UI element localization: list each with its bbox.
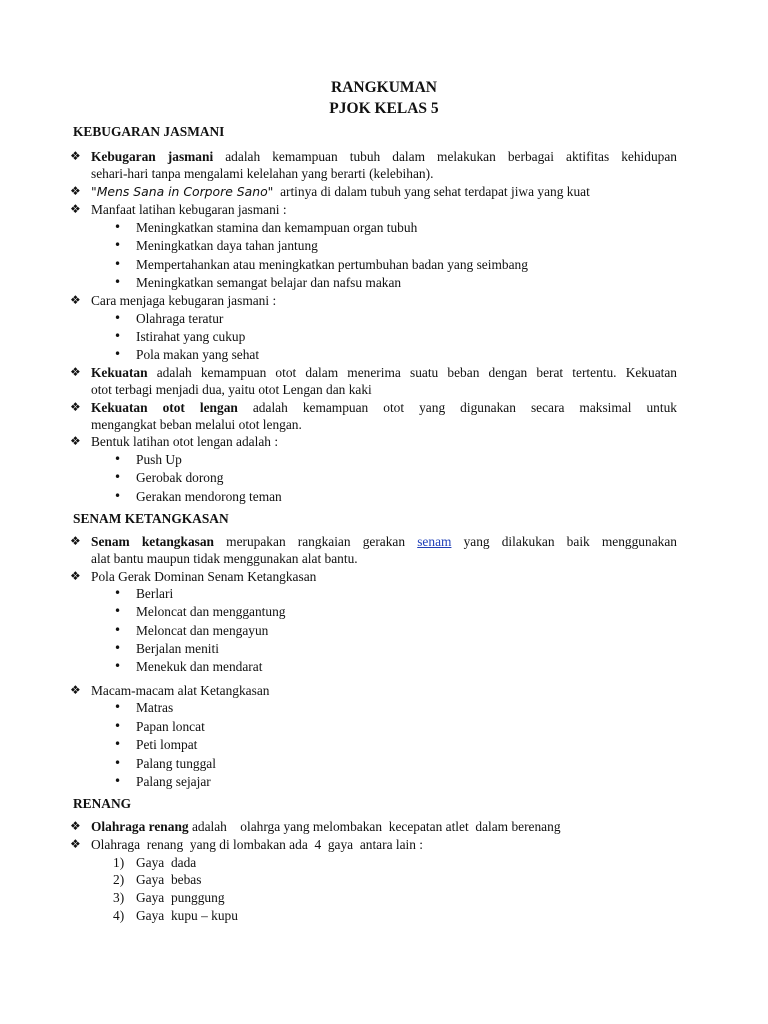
diamond-bullet-icon: ❖: [70, 683, 81, 697]
text-span: merupakan rangkaian gerakan: [226, 534, 406, 549]
bold-term: Kekuatan: [91, 365, 148, 380]
list-item: Meloncat dan mengayun: [136, 623, 269, 638]
bullet-icon: •: [114, 586, 122, 600]
list-item: Menekuk dan mendarat: [136, 659, 263, 674]
bullet-icon: •: [114, 275, 122, 289]
text-span: adalah olahrga yang melombakan kecepatan atlet dalam berenang: [188, 819, 561, 834]
bullet-icon: •: [114, 489, 122, 503]
paragraph-line: Bentuk latihan otot lengan adalah :: [91, 434, 279, 449]
diamond-bullet-icon: ❖: [70, 149, 81, 163]
bullet-icon: •: [114, 737, 122, 751]
diamond-bullet-icon: ❖: [70, 400, 81, 414]
paragraph-line: [91, 183, 590, 200]
list-item: Gaya kupu – kupu: [136, 908, 238, 923]
list-item: Istirahat yang cukup: [136, 329, 246, 344]
section-heading-senam: SENAM KETANGKASAN: [73, 511, 229, 526]
bullet-icon: •: [114, 700, 122, 714]
list-item: Matras: [136, 700, 174, 715]
bullet-icon: •: [114, 756, 122, 770]
paragraph-line: [91, 399, 677, 416]
diamond-bullet-icon: ❖: [70, 434, 81, 448]
paragraph-line: Macam-macam alat Ketangkasan: [91, 683, 270, 698]
latin-phrase: "Mens Sana in Corpore Sano": [91, 184, 274, 199]
diamond-bullet-icon: ❖: [70, 365, 81, 379]
diamond-bullet-icon: ❖: [70, 569, 81, 583]
bold-term: Senam ketangkasan: [91, 534, 215, 549]
list-item: Gaya punggung: [136, 890, 225, 905]
bullet-icon: •: [114, 311, 122, 325]
paragraph-line: sehari-hari tanpa mengalami kelelahan yang berarti (kelebihan).: [91, 166, 434, 181]
paragraph-line: Pola Gerak Dominan Senam Ketangkasan: [91, 569, 317, 584]
paragraph-line: [91, 148, 677, 165]
senam-link[interactable]: senam: [417, 534, 452, 549]
document-subtitle: PJOK KELAS 5: [329, 100, 439, 117]
list-item: Palang sejajar: [136, 774, 211, 789]
bullet-icon: •: [114, 452, 122, 466]
bullet-icon: •: [114, 329, 122, 343]
list-item: Berjalan meniti: [136, 641, 219, 656]
bullet-icon: •: [114, 347, 122, 361]
paragraph-line: [91, 364, 677, 381]
paragraph-line: alat bantu maupun tidak menggunakan alat bantu.: [91, 551, 358, 566]
bullet-icon: •: [114, 604, 122, 618]
list-item: Meningkatkan stamina dan kemampuan organ tubuh: [136, 220, 418, 235]
list-item: Gaya dada: [136, 855, 197, 870]
list-item: Gerobak dorong: [136, 470, 224, 485]
list-number: 4): [113, 908, 125, 923]
list-item: Peti lompat: [136, 737, 198, 752]
bullet-icon: •: [114, 774, 122, 788]
diamond-bullet-icon: ❖: [70, 534, 81, 548]
list-item: Gaya bebas: [136, 872, 202, 887]
paragraph-line: otot terbagi menjadi dua, yaitu otot Lengan dan kaki: [91, 382, 372, 397]
list-item: Meningkatkan daya tahan jantung: [136, 238, 318, 253]
bullet-icon: •: [114, 220, 122, 234]
text-span: artinya di dalam tubuh yang sehat terdapat jiwa yang kuat: [280, 184, 590, 199]
bold-term: Kekuatan otot lengan: [91, 400, 238, 415]
list-number: 2): [113, 872, 125, 887]
list-item: Berlari: [136, 586, 174, 601]
diamond-bullet-icon: ❖: [70, 837, 81, 851]
list-item: Gerakan mendorong teman: [136, 489, 282, 504]
diamond-bullet-icon: ❖: [70, 202, 81, 216]
list-item: Papan loncat: [136, 719, 205, 734]
bold-term: Kebugaran jasmani: [91, 149, 214, 164]
diamond-bullet-icon: ❖: [70, 293, 81, 307]
list-item: Push Up: [136, 452, 182, 467]
diamond-bullet-icon: ❖: [70, 819, 81, 833]
list-item: Palang tunggal: [136, 756, 216, 771]
text-span: adalah kemampuan tubuh dalam melakukan berbagai aktifitas kehidupan: [225, 149, 677, 164]
bullet-icon: •: [114, 719, 122, 733]
paragraph-line: Manfaat latihan kebugaran jasmani :: [91, 202, 287, 217]
paragraph-line: mengangkat beban melalui otot lengan.: [91, 417, 302, 432]
list-number: 1): [113, 855, 125, 870]
text-span: yang dilakukan baik menggunakan: [463, 534, 677, 549]
list-item: Olahraga teratur: [136, 311, 224, 326]
bullet-icon: •: [114, 659, 122, 673]
paragraph-line: Cara menjaga kebugaran jasmani :: [91, 293, 277, 308]
diamond-bullet-icon: ❖: [70, 184, 81, 198]
text-span: adalah kemampuan otot dalam menerima suatu beban dengan berat tertentu. Kekuatan: [156, 365, 677, 380]
section-heading-renang: RENANG: [73, 796, 132, 811]
paragraph-line: [91, 818, 561, 835]
list-item: Meningkatkan semangat belajar dan nafsu makan: [136, 275, 402, 290]
bullet-icon: •: [114, 623, 122, 637]
document-title: RANGKUMAN: [331, 79, 437, 96]
paragraph-line: [91, 533, 677, 550]
list-item: Pola makan yang sehat: [136, 347, 260, 362]
bullet-icon: •: [114, 257, 122, 271]
list-item: Meloncat dan menggantung: [136, 604, 286, 619]
list-number: 3): [113, 890, 125, 905]
text-span: adalah kemampuan otot yang digunakan secara maksimal untuk: [252, 400, 677, 415]
section-heading-kebugaran: KEBUGARAN JASMANI: [73, 124, 225, 139]
paragraph-line: Olahraga renang yang di lombakan ada 4 gaya antara lain :: [91, 837, 424, 852]
bullet-icon: •: [114, 470, 122, 484]
bullet-icon: •: [114, 238, 122, 252]
bold-term: Olahraga renang: [91, 819, 189, 834]
list-item: Mempertahankan atau meningkatkan pertumbuhan badan yang seimbang: [136, 257, 528, 272]
bullet-icon: •: [114, 641, 122, 655]
